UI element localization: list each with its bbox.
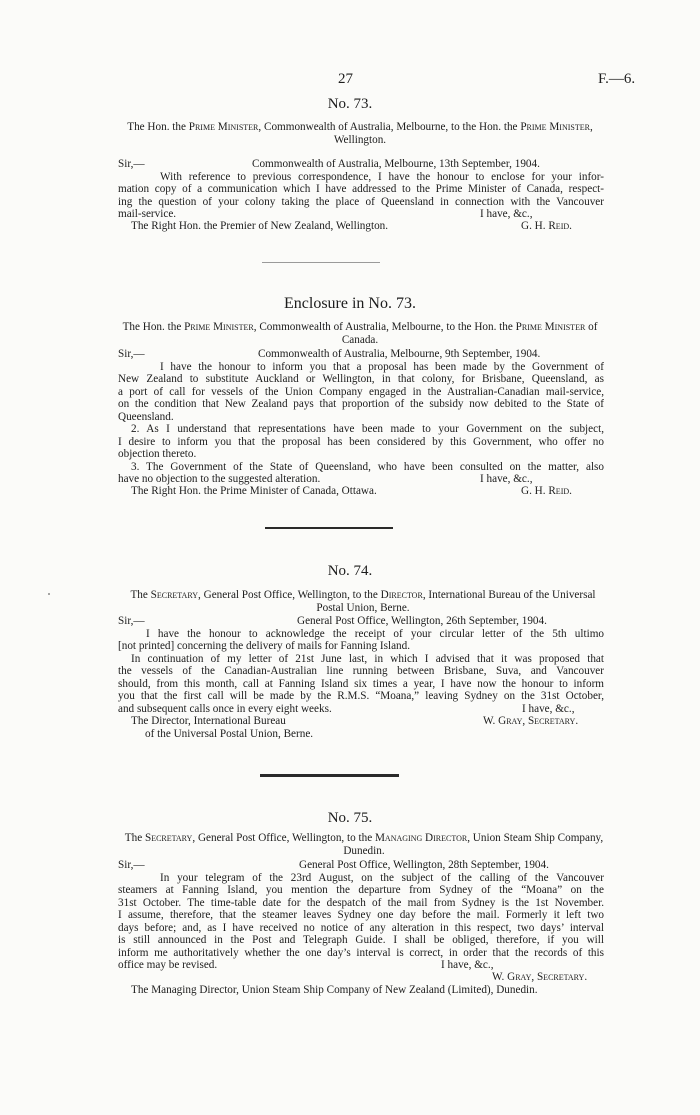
letter-74-body-line: should, from this month, call at Fanning Island six times a year, I have now the honour to inform <box>118 678 604 690</box>
letter-73-body-line: ing the question of your colony taking the place of Queensland in connection with the Vancouver <box>118 196 604 208</box>
letter-74-closing: I have, &c., <box>522 703 575 715</box>
enclosure-73-body-line: I have the honour to inform you that a proposal has been made by the Government of <box>160 361 604 373</box>
letter-73-address: The Hon. the Prime Minister, Commonwealth of Australia, Melbourne, to the Hon. the Prime Minister, Wellington. <box>127 121 593 146</box>
letter-74-body-line: the vessels of the Canadian-Australian line running between Brisbane, Suva, and Vancouver <box>118 665 604 677</box>
letter-75-place-date: General Post Office, Wellington, 28th September, 1904. <box>299 859 549 871</box>
enclosure-73-signature: G. H. Reid. <box>521 485 572 497</box>
letter-74-heading: No. 74. <box>327 563 373 579</box>
enclosure-73-closing: I have, &c., <box>480 473 533 485</box>
letter-75-salutation: Sir,— <box>118 859 145 871</box>
letter-75-body-line: In your telegram of the 23rd August, on the subject of the calling of the Vancouver <box>160 872 604 884</box>
enclosure-73-body-line: New Zealand to substitute Auckland or Wellington, in that colony, for Brisbane, Queensland, as <box>118 373 604 385</box>
letter-75-body-line: steamers at Fanning Island, you mention the departure from Sydney of the “Moana” on the <box>118 884 604 896</box>
enclosure-73-body-line: have no objection to the suggested alteration. <box>118 473 321 485</box>
enclosure-73-salutation: Sir,— <box>118 348 145 360</box>
margin-speck <box>48 593 50 595</box>
letter-75-recipient: The Managing Director, Union Steam Ship Company of New Zealand (Limited), Dunedin. <box>131 984 538 996</box>
letter-75-body-line: I assume, therefore, that the steamer leaves Sydney one day before the mail. Formerly it left two <box>118 909 604 921</box>
letter-74-body-line: you that the first call will be made by the R.M.S. “Moana,” leaving Sydney on the 31st October, <box>118 690 604 702</box>
letter-73-closing: I have, &c., <box>480 208 533 220</box>
section-divider <box>265 527 393 529</box>
letter-75-heading: No. 75. <box>327 810 373 826</box>
letter-74-salutation: Sir,— <box>118 615 145 627</box>
enclosure-73-recipient: The Right Hon. the Prime Minister of Canada, Ottawa. <box>131 485 377 497</box>
enclosure-73-body-line: on the condition that New Zealand pays that proportion of the subsidy now debited to the State of <box>118 398 604 410</box>
letter-74-recipient: of the Universal Postal Union, Berne. <box>145 728 314 740</box>
letter-75-body-line: days before; and, as I have received no notice of any alteration in this respect, two days’ interval <box>118 922 604 934</box>
letter-75-body-line: inform me authoritatively whether the one day’s interval is correct, in order that the records of this <box>118 947 604 959</box>
letter-74-address: The Secretary, General Post Office, Wellington, to the Director, International Bureau of the Universal Postal Union, Berne. <box>130 589 596 614</box>
page-number: 27 <box>338 71 353 87</box>
letter-73-heading: No. 73. <box>327 96 373 112</box>
enclosure-73-heading: Enclosure in No. 73. <box>284 295 416 312</box>
enclosure-73-body-line: Queensland. <box>118 411 174 423</box>
letter-73-body-line: With reference to previous correspondence, I have the honour to enclose for your infor- <box>160 171 604 183</box>
letter-75-body-line: 31st October. The time-table date for the despatch of the mail from Sydney is the 1st November. <box>118 897 604 909</box>
letter-74-recipient: The Director, International Bureau <box>131 715 286 727</box>
series-number: F.—6. <box>598 71 636 87</box>
letter-73-body-line: mation copy of a communication which I have addressed to the Prime Minister of Canada, respect- <box>118 183 604 195</box>
letter-75-body-line: office may be revised. <box>118 959 218 971</box>
letter-74-body-line: and subsequent calls once in every eight weeks. <box>118 703 332 715</box>
enclosure-73-body-line: 2. As I understand that representations have been made to your Government on the subject, <box>131 423 604 435</box>
letter-73-body-line: mail-service. <box>118 208 177 220</box>
enclosure-73-body-line: objection thereto. <box>118 448 197 460</box>
letter-74-place-date: General Post Office, Wellington, 26th September, 1904. <box>297 615 547 627</box>
letter-73-signature: G. H. Reid. <box>521 220 572 232</box>
enclosure-73-body-line: 3. The Government of the State of Queensland, who have been consulted on the matter, also <box>131 461 604 473</box>
letter-74-body-line: I have the honour to acknowledge the receipt of your circular letter of the 5th ultimo <box>146 628 604 640</box>
letter-74-body-line: In continuation of my letter of 21st June last, in which I advised that it was proposed that <box>131 653 604 665</box>
section-divider <box>262 262 380 263</box>
enclosure-73-address: The Hon. the Prime Minister, Commonwealth of Australia, Melbourne, to the Hon. the Prime Minister of Canada. <box>122 321 598 346</box>
section-divider <box>260 774 399 777</box>
letter-75-body-line: is still announced in the Post and Telegraph Guide. I shall be obliged, therefore, if you will <box>118 934 604 946</box>
letter-74-body-line: [not printed] concerning the delivery of mails for Fanning Island. <box>118 640 411 652</box>
letter-73-place-date: Commonwealth of Australia, Melbourne, 13th September, 1904. <box>252 158 540 170</box>
letter-73-salutation: Sir,— <box>118 158 145 170</box>
letter-75-closing: I have, &c., <box>441 959 494 971</box>
letter-75-signature: W. Gray, Secretary. <box>492 971 588 983</box>
enclosure-73-body-line: a port of call for vessels of the Union Company engaged in the Australian-Canadian mail-service, <box>118 386 604 398</box>
enclosure-73-body-line: I desire to inform you that the proposal has been considered by this Government, who offer no <box>118 436 604 448</box>
enclosure-73-place-date: Commonwealth of Australia, Melbourne, 9th September, 1904. <box>258 348 541 360</box>
letter-75-address: The Secretary, General Post Office, Wellington, to the Managing Director, Union Steam Ship Company, Dunedin. <box>124 832 604 857</box>
letter-74-signature: W. Gray, Secretary. <box>483 715 579 727</box>
letter-73-recipient: The Right Hon. the Premier of New Zealand, Wellington. <box>131 220 389 232</box>
